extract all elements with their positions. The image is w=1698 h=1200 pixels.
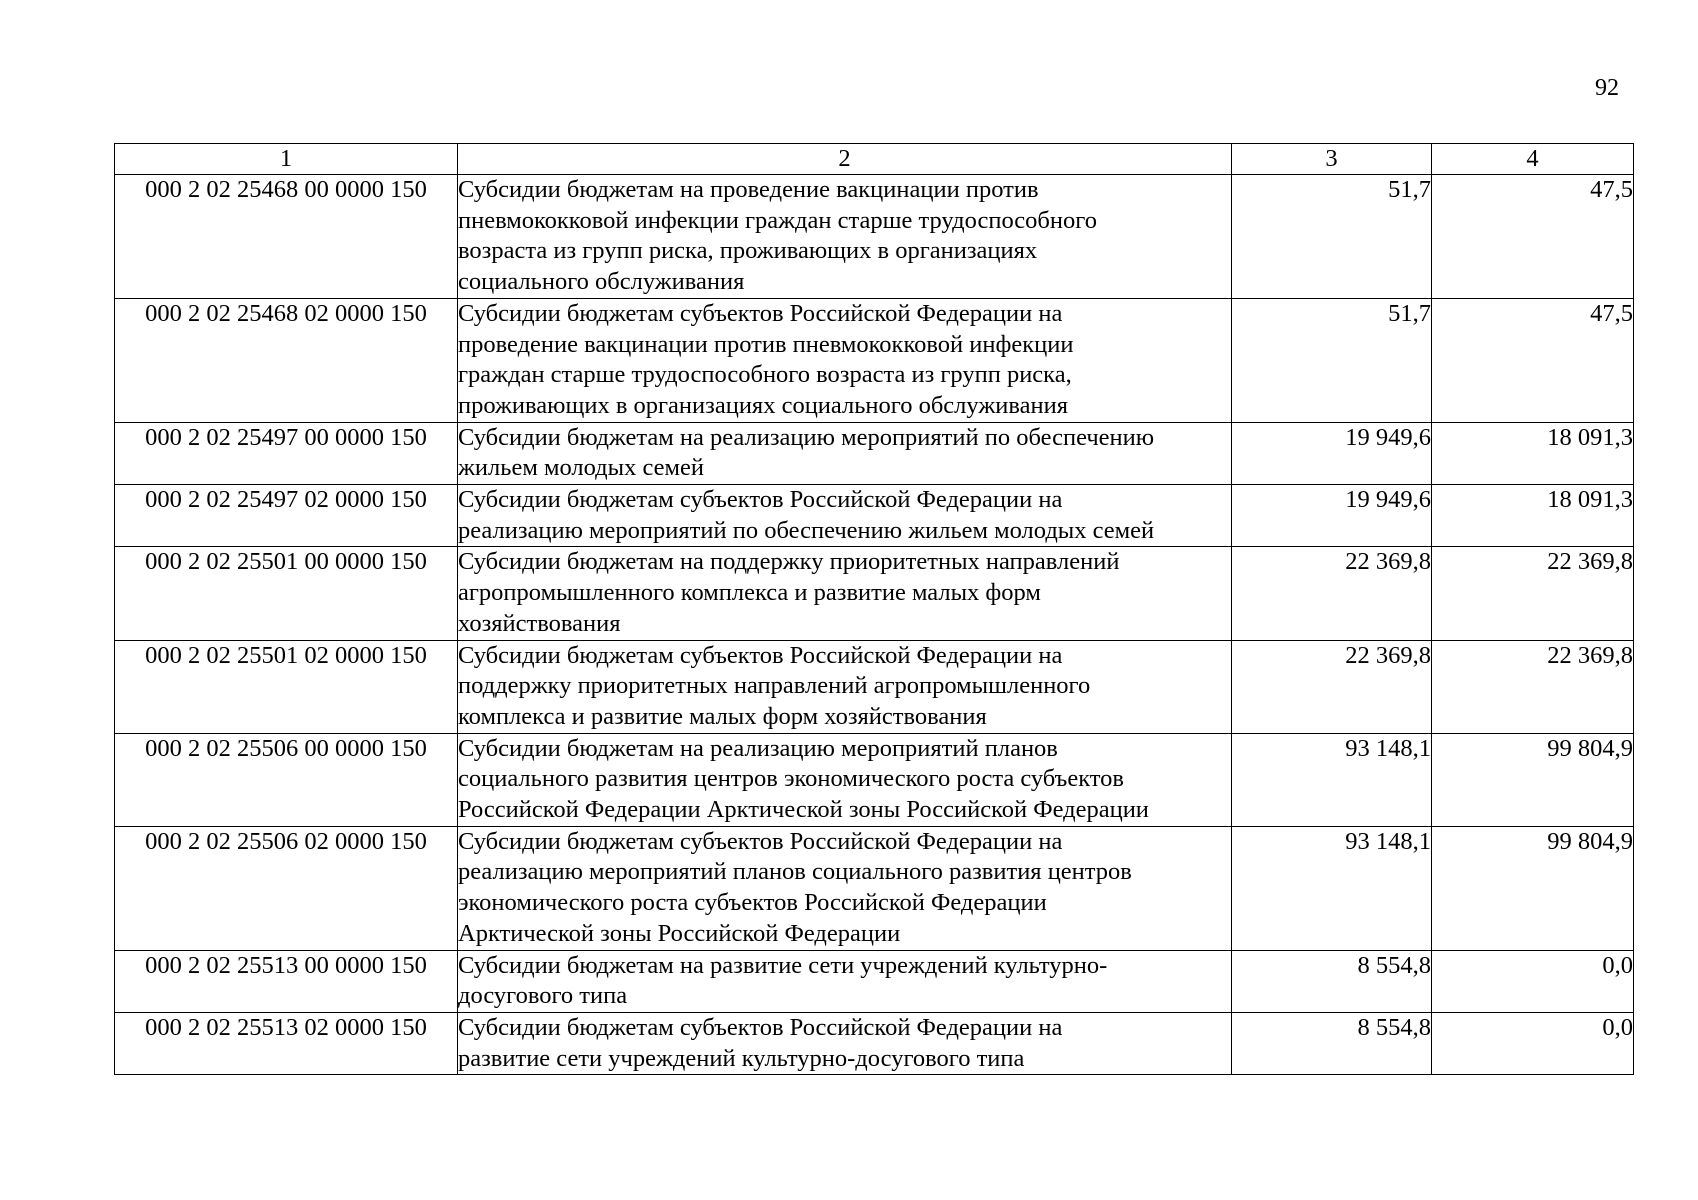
description-line: Российской Федерации Арктической зоны Российской Федерации [458, 796, 1149, 824]
description-line: Субсидии бюджетам субъектов Российской Федерации на [458, 827, 1063, 855]
budget-code-cell: 000 2 02 25513 02 0000 150 [115, 1012, 458, 1074]
description-line: хозяйствования [458, 609, 621, 637]
budget-code-cell: 000 2 02 25506 02 0000 150 [115, 826, 458, 950]
description-line: пневмококковой инфекции граждан старше трудоспособного [458, 206, 1097, 234]
description-line: развитие сети учреждений культурно-досугового типа [458, 1044, 1025, 1072]
description-cell [458, 422, 1232, 484]
description-line: Субсидии бюджетам субъектов Российской Федерации на [458, 486, 1063, 514]
amount-col-3-cell: 8 554,8 [1232, 1012, 1432, 1074]
description-line: Субсидии бюджетам на поддержку приоритетных направлений [458, 548, 1120, 576]
description-line: Субсидии бюджетам на реализацию мероприятий планов [458, 734, 1058, 762]
table-body [115, 175, 1634, 1075]
amount-col-4-cell: 18 091,3 [1432, 485, 1634, 547]
amount-col-3-cell: 22 369,8 [1232, 640, 1432, 733]
header-col-3: 3 [1232, 144, 1432, 175]
description-line: Субсидии бюджетам на развитие сети учреждений культурно- [458, 951, 1108, 979]
table-row [115, 733, 1634, 826]
budget-code-cell: 000 2 02 25497 00 0000 150 [115, 422, 458, 484]
description-cell [458, 950, 1232, 1012]
description-line: жильем молодых семей [458, 454, 704, 482]
amount-col-3-cell: 22 369,8 [1232, 547, 1432, 640]
table-row [115, 485, 1634, 547]
description-line: Субсидии бюджетам на проведение вакцинации против [458, 176, 1039, 203]
description-cell [458, 826, 1232, 950]
table-row [115, 547, 1634, 640]
amount-col-3-cell: 93 148,1 [1232, 826, 1432, 950]
amount-col-3-cell: 51,7 [1232, 298, 1432, 422]
amount-col-4-cell: 0,0 [1432, 950, 1634, 1012]
budget-table [114, 143, 1634, 1075]
table-row [115, 950, 1634, 1012]
header-col-1: 1 [115, 144, 458, 175]
amount-col-4-cell: 18 091,3 [1432, 422, 1634, 484]
header-col-2: 2 [458, 144, 1232, 175]
amount-col-4-cell: 47,5 [1432, 175, 1634, 299]
description-line: реализацию мероприятий по обеспечению жильем молодых семей [458, 516, 1155, 544]
description-line: социального развития центров экономического роста субъектов [458, 765, 1124, 793]
description-line: Субсидии бюджетам на реализацию мероприятий по обеспечению [458, 423, 1155, 451]
description-line: проведение вакцинации против пневмококковой инфекции [458, 330, 1074, 358]
description-line: экономического роста субъектов Российской Федерации [458, 889, 1047, 917]
table-row [115, 175, 1634, 299]
budget-code-cell: 000 2 02 25468 02 0000 150 [115, 298, 458, 422]
description-cell [458, 1012, 1232, 1074]
amount-col-4-cell: 0,0 [1432, 1012, 1634, 1074]
description-line: Арктической зоны Российской Федерации [458, 919, 901, 947]
description-line: проживающих в организациях социального обслуживания [458, 391, 1068, 419]
description-line: поддержку приоритетных направлений агропромышленного [458, 672, 1091, 700]
budget-code-cell: 000 2 02 25501 00 0000 150 [115, 547, 458, 640]
description-cell [458, 298, 1232, 422]
table-row [115, 298, 1634, 422]
table-row [115, 826, 1634, 950]
description-cell [458, 485, 1232, 547]
description-cell [458, 733, 1232, 826]
description-line: граждан старше трудоспособного возраста из групп риска, [458, 361, 1072, 389]
description-line: Субсидии бюджетам субъектов Российской Федерации на [458, 641, 1063, 669]
amount-col-4-cell: 99 804,9 [1432, 826, 1634, 950]
description-line: социального обслуживания [458, 268, 745, 296]
description-line: возраста из групп риска, проживающих в организациях [458, 237, 1038, 265]
amount-col-3-cell: 19 949,6 [1232, 422, 1432, 484]
budget-code-cell: 000 2 02 25497 02 0000 150 [115, 485, 458, 547]
header-col-4: 4 [1432, 144, 1634, 175]
description-line: досугового типа [458, 982, 628, 1010]
amount-col-3-cell: 19 949,6 [1232, 485, 1432, 547]
budget-code-cell: 000 2 02 25468 00 0000 150 [115, 175, 458, 299]
amount-col-3-cell: 93 148,1 [1232, 733, 1432, 826]
budget-code-cell: 000 2 02 25501 02 0000 150 [115, 640, 458, 733]
amount-col-4-cell: 22 369,8 [1432, 640, 1634, 733]
description-line: Субсидии бюджетам субъектов Российской Федерации на [458, 299, 1063, 327]
amount-col-3-cell: 8 554,8 [1232, 950, 1432, 1012]
budget-code-cell: 000 2 02 25506 00 0000 150 [115, 733, 458, 826]
amount-col-4-cell: 22 369,8 [1432, 547, 1634, 640]
amount-col-4-cell: 99 804,9 [1432, 733, 1634, 826]
amount-col-3-cell: 51,7 [1232, 175, 1432, 299]
table-row [115, 1012, 1634, 1074]
description-line: комплекса и развитие малых форм хозяйствования [458, 702, 987, 730]
page-number: 92 [1595, 75, 1619, 101]
table-row [115, 640, 1634, 733]
description-cell [458, 640, 1232, 733]
description-line: Субсидии бюджетам субъектов Российской Федерации на [458, 1013, 1063, 1041]
description-cell [458, 175, 1232, 299]
description-cell [458, 547, 1232, 640]
description-line: агропромышленного комплекса и развитие малых форм [458, 579, 1041, 607]
budget-code-cell: 000 2 02 25513 00 0000 150 [115, 950, 458, 1012]
table-row [115, 422, 1634, 484]
header-row [115, 144, 1634, 175]
description-line: реализацию мероприятий планов социального развития центров [458, 858, 1132, 886]
amount-col-4-cell: 47,5 [1432, 298, 1634, 422]
